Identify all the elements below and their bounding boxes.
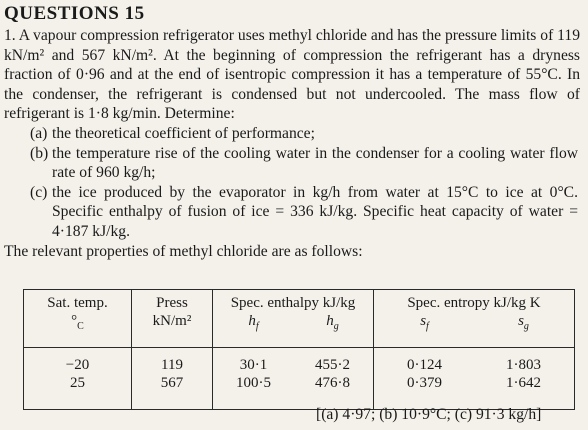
table-data-row (24, 348, 575, 410)
header-entropy: Spec. entropy kJ/kg K $s_f$ $s_g$ (374, 290, 575, 348)
question-intro: 1. A vapour compression refrigerator uses methyl chloride and has the pressure limits of 119 kN/m² and 567 kN/m². At the beginning of compression the refrigerant has a dryness fraction of 0·96 and at the end of isentropic compression it has a temperature of 55°C. In the condenser, the refrigerant is condensed but not undercooled. The mass flow of refrigerant is 1·8 kg/min. Determine: (4, 27, 580, 123)
cell-press: 119 567 (132, 348, 213, 410)
cell-sg: 1·803 1·642 (506, 357, 541, 391)
table-intro: The relevant properties of methyl chloride are as follows: (4, 242, 363, 260)
question-parts (4, 124, 580, 242)
answer-key: [(a) 4·97; (b) 10·9°C; (c) 91·3 kg/h] (316, 406, 542, 423)
section-heading: QUESTIONS 15 (4, 3, 145, 24)
properties-table (23, 289, 575, 410)
question-text (4, 26, 580, 261)
part-label: (a) (30, 124, 48, 142)
part-a (4, 124, 580, 144)
cell-hg: 455·2 476·8 (315, 357, 350, 391)
header-sf: $s_f$ (420, 313, 429, 332)
header-sg: $s_g$ (518, 313, 529, 332)
cell-sf: 0·124 0·379 (407, 357, 442, 391)
header-press: Press kN/m² (132, 290, 213, 348)
cell-entropy (374, 348, 575, 410)
part-b (4, 144, 580, 183)
header-enthalpy: Spec. enthalpy kJ/kg $h_f$ $h_g$ (213, 290, 374, 348)
part-c (4, 183, 580, 242)
part-text: the ice produced by the evaporator in kg/h from water at 15°C to ice at 0°C. Specific enthalpy of fusion of ice = 336 kJ/kg. Specific heat capacity of water = 4·187 kJ/kg. (52, 183, 578, 240)
part-label: (c) (30, 183, 48, 201)
part-text: the theoretical coefficient of performance; (52, 124, 315, 142)
header-hg: $h_g$ (326, 313, 339, 332)
part-label: (b) (30, 144, 49, 162)
cell-hf: 30·1 100·5 (236, 357, 271, 391)
cell-temps: −20 25 (24, 348, 132, 410)
table-header-row (24, 290, 575, 348)
header-hf: $h_f$ (248, 313, 259, 332)
header-sat-temp: Sat. temp. $^\circ_C$ (24, 290, 132, 348)
part-text: the temperature rise of the cooling water in the condenser for a cooling water flow rate of 960 kg/h; (52, 144, 578, 182)
cell-enthalpy (213, 348, 374, 410)
